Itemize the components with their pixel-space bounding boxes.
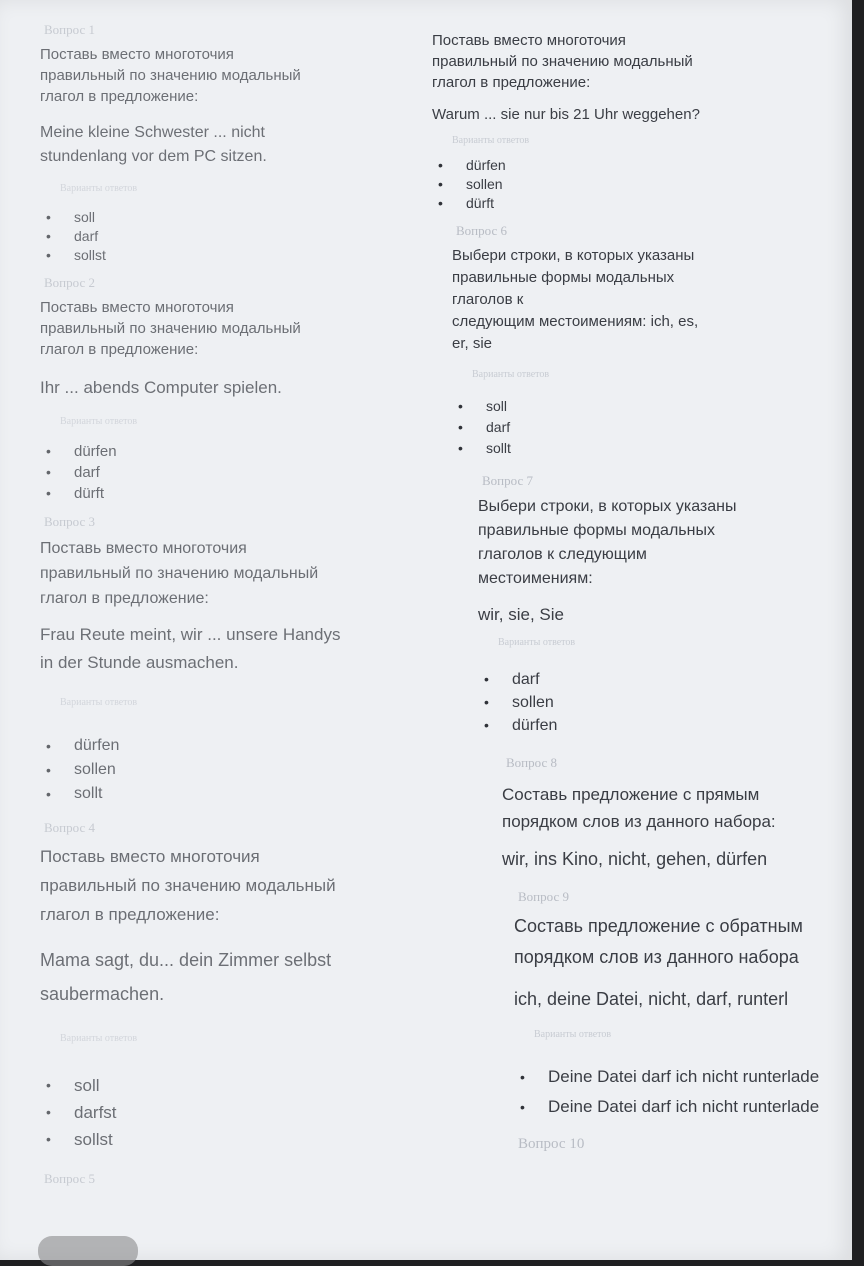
question-number: Вопрос 4: [44, 820, 95, 835]
answer-option[interactable]: • darf: [40, 227, 440, 246]
sentence-line: Mama sagt, du... dein Zimmer selbst: [40, 950, 332, 970]
answer-option[interactable]: • dürft: [432, 194, 832, 213]
prompt-line: правильные формы модальных: [452, 269, 675, 286]
options-label: Варианты ответов: [472, 369, 550, 380]
question-8: [502, 755, 832, 871]
prompt-line: правильный по значению модальный: [40, 67, 301, 84]
answer-option[interactable]: • darf: [478, 668, 832, 691]
prompt-line: Составь предложение с прямым: [502, 785, 760, 804]
answer-options: [40, 441, 440, 504]
question-sentence: [478, 603, 832, 627]
question-number: Вопрос 9: [518, 889, 569, 904]
question-number: Вопрос 2: [44, 275, 95, 290]
prompt-line: правильный по значению модальный: [432, 53, 693, 70]
question-number: Вопрос 7: [482, 473, 533, 488]
answer-option[interactable]: • darfst: [40, 1099, 440, 1126]
question-sentence: [502, 847, 832, 871]
answer-option[interactable]: • Deine Datei darf ich nicht runterlade: [514, 1092, 832, 1122]
prompt-line: порядком слов из данного набора:: [502, 812, 776, 831]
sentence-line: wir, ins Kino, nicht, gehen, dürfen: [502, 849, 768, 869]
prompt-line: правильный по значению модальный: [40, 876, 336, 895]
answer-option[interactable]: • darf: [452, 417, 832, 438]
options-label: Варианты ответов: [534, 1029, 612, 1040]
question-prompt: [40, 536, 440, 611]
answer-option[interactable]: • dürfen: [432, 156, 832, 175]
question-prompt: [502, 781, 832, 835]
question-number: Вопрос 1: [44, 22, 95, 37]
answer-option[interactable]: • soll: [452, 396, 832, 417]
prompt-line: глагол в предложение:: [40, 88, 199, 105]
answer-option[interactable]: • sollst: [40, 1126, 440, 1153]
sentence-line: Frau Reute meint, wir ... unsere Handys: [40, 625, 341, 644]
answer-option[interactable]: • darf: [40, 462, 440, 483]
prompt-line: глагол в предложение:: [40, 590, 209, 607]
answer-options: [40, 734, 440, 806]
question-sentence: [514, 987, 832, 1011]
question-sentence: [432, 103, 832, 127]
question-sentence: [40, 121, 440, 169]
answer-option[interactable]: • sollen: [432, 175, 832, 194]
answer-options: [452, 396, 832, 459]
home-indicator: [38, 1236, 138, 1266]
answer-options: [478, 668, 832, 737]
options-label: Варианты ответов: [60, 416, 138, 427]
prompt-line: глагол в предложение:: [40, 341, 199, 358]
question-prompt: [40, 297, 440, 360]
sentence-line: Meine kleine Schwester ... nicht: [40, 124, 265, 141]
prompt-line: правильный по значению модальный: [40, 565, 319, 582]
answer-option[interactable]: • dürft: [40, 483, 440, 504]
answer-option[interactable]: • dürfen: [478, 714, 832, 737]
prompt-line: порядком слов из данного набора: [514, 947, 799, 967]
sentence-line: Warum ... sie nur bis 21 Uhr weggehen?: [432, 106, 700, 123]
answer-options: [40, 208, 440, 265]
prompt-line: Составь предложение с обратным: [514, 916, 803, 936]
prompt-line: следующим местоимениям: ich, es,: [452, 313, 699, 330]
left-column: [40, 22, 440, 1193]
prompt-line: Поставь вместо многоточия: [40, 299, 234, 316]
options-label: Варианты ответов: [60, 697, 138, 708]
prompt-line: глагол в предложение:: [40, 905, 220, 924]
answer-option[interactable]: • dürfen: [40, 441, 440, 462]
question-number: Вопрос 3: [44, 514, 95, 529]
question-sentence: [40, 621, 440, 677]
question-3: [40, 514, 440, 806]
prompt-line: правильный по значению модальный: [40, 320, 301, 337]
question-2: [40, 275, 440, 504]
page-edge: [852, 0, 864, 1260]
options-label: Варианты ответов: [60, 183, 138, 194]
question-prompt: [40, 842, 440, 929]
sentence-line: wir, sie, Sie: [478, 605, 564, 624]
prompt-line: глаголов к следующим: [478, 546, 647, 563]
prompt-line: местоимениям:: [478, 570, 593, 587]
options-label: Варианты ответов: [498, 637, 576, 648]
question-9: [514, 889, 832, 1153]
question-sentence: [40, 943, 440, 1011]
prompt-line: Выбери строки, в которых указаны: [452, 247, 695, 264]
question-number: Вопрос 6: [456, 223, 507, 238]
question-6: [452, 223, 832, 459]
answer-options: [514, 1062, 832, 1122]
question-7: [478, 473, 832, 737]
sentence-line: in der Stunde ausmachen.: [40, 653, 239, 672]
prompt-line: глаголов к: [452, 291, 524, 308]
prompt-line: Поставь вместо многоточия: [432, 32, 626, 49]
question-number: Вопрос 10: [518, 1136, 585, 1152]
answer-option[interactable]: • Deine Datei darf ich nicht runterlade: [514, 1062, 832, 1092]
question-prompt: [40, 44, 440, 107]
answer-option[interactable]: • sollen: [40, 758, 440, 782]
prompt-line: er, sie: [452, 335, 493, 352]
question-number: Вопрос 5: [44, 1171, 95, 1186]
question-sentence: [40, 376, 440, 400]
question-4: [40, 820, 440, 1187]
sentence-line: saubermachen.: [40, 984, 165, 1004]
question-number: Вопрос 8: [506, 755, 557, 770]
sentence-line: ich, deine Datei, nicht, darf, runterl: [514, 989, 789, 1009]
answer-option[interactable]: • sollen: [478, 691, 832, 714]
question-prompt: [432, 30, 832, 93]
question-1: [40, 22, 440, 265]
answer-option[interactable]: • sollt: [40, 782, 440, 806]
answer-options: [432, 156, 832, 213]
answer-option[interactable]: • soll: [40, 208, 440, 227]
answer-options: [40, 1072, 440, 1153]
answer-option[interactable]: • soll: [40, 1072, 440, 1099]
answer-option[interactable]: • sollst: [40, 246, 440, 265]
prompt-line: Поставь вместо многоточия: [40, 847, 260, 866]
answer-option[interactable]: • sollt: [452, 438, 832, 459]
prompt-line: Поставь вместо многоточия: [40, 46, 234, 63]
prompt-line: глагол в предложение:: [432, 74, 591, 91]
question-5: [432, 30, 832, 213]
question-prompt: [452, 245, 832, 355]
options-label: Варианты ответов: [60, 1033, 138, 1044]
question-prompt: [478, 495, 832, 591]
question-prompt: [514, 911, 832, 973]
sentence-line: stundenlang vor dem PC sitzen.: [40, 148, 267, 165]
sentence-line: Ihr ... abends Computer spielen.: [40, 378, 282, 397]
prompt-line: Поставь вместо многоточия: [40, 540, 247, 557]
answer-option[interactable]: • dürfen: [40, 734, 440, 758]
prompt-line: Выбери строки, в которых указаны: [478, 498, 737, 515]
right-column: [432, 30, 832, 1159]
prompt-line: правильные формы модальных: [478, 522, 715, 539]
options-label: Варианты ответов: [452, 135, 530, 146]
